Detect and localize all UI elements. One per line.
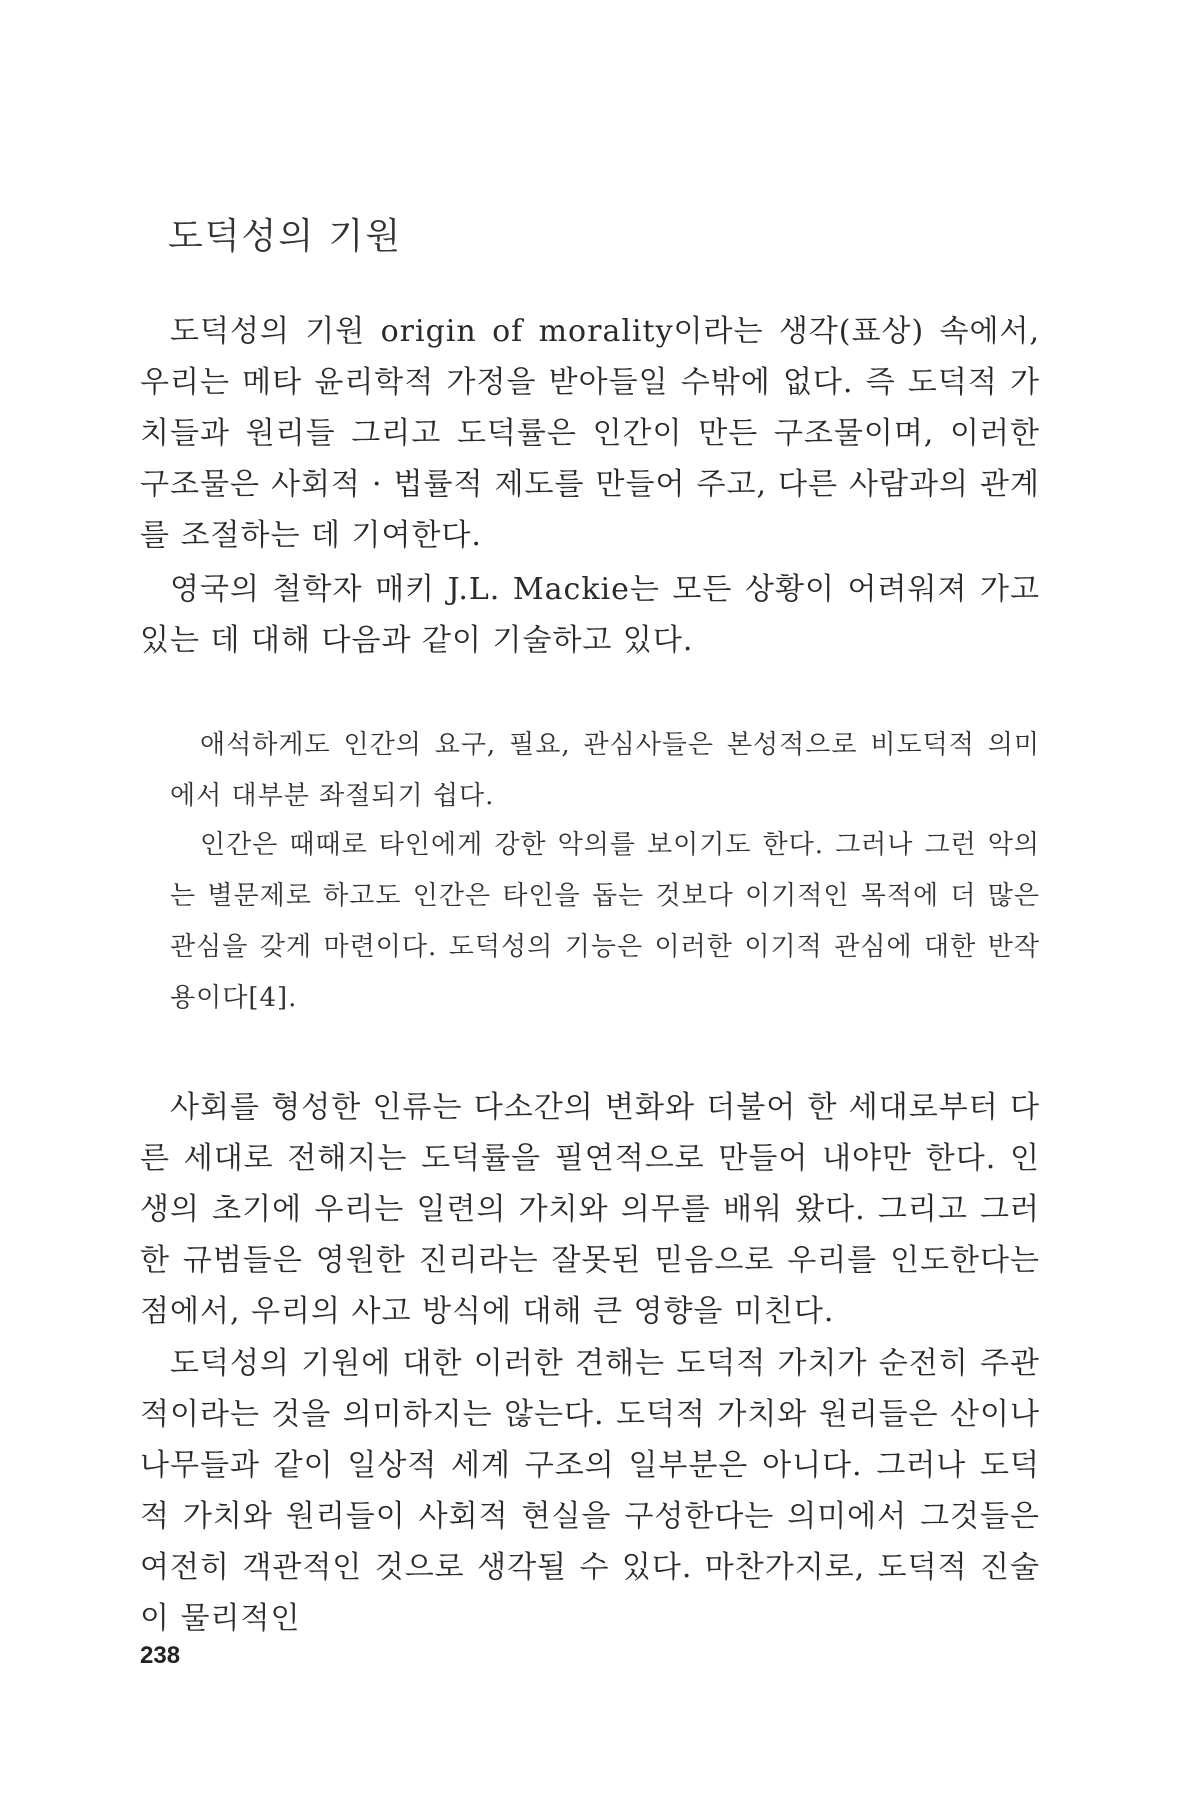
paragraph-text: 도덕성의 기원 origin of morality이라는 생각(표상) 속에서, 우리는 메타 윤리학적 가정을 받아들일 수밖에 없다. 즉 도덕적 가치들과 원리들 그리고 도덕률은 인간이 만든 구조물이며, 이러한 구조물은 사회적 · 법률적 제도를 만들어 주고, 다른 사람과의 관계를 조절하는 데 기여한다. [140, 314, 1040, 553]
paragraph-objectivity [140, 1338, 1040, 1644]
paragraph-text: 사회를 형성한 인류는 다소간의 변화와 더불어 한 세대로부터 다른 세대로 전해지는 도덕률을 필연적으로 만들어 내야만 한다. 인생의 초기에 우리는 일련의 가치와 의무를 배워 왔다. 그리고 그러한 규범들은 영원한 진리라는 잘못된 믿음으로 우리를 인도한다는 점에서, 우리의 사고 방식에 대해 큰 영향을 미친다. [140, 1090, 1040, 1329]
paragraph-text: 영국의 철학자 매키 J.L. Mackie는 모든 상황이 어려워져 가고 있는 데 대해 다음과 같이 기술하고 있다. [140, 572, 1040, 658]
page-number: 238 [140, 1642, 181, 1669]
quote-text: 애석하게도 인간의 요구, 필요, 관심사들은 본성적으로 비도덕적 의미에서 대부분 좌절되기 쉽다. [170, 730, 1040, 811]
paragraph-origin [140, 306, 1040, 561]
section-title: 도덕성의 기원 [168, 216, 403, 257]
paragraph-text: 도덕성의 기원에 대한 이러한 견해는 도덕적 가치가 순전히 주관적이라는 것을 의미하지는 않는다. 도덕적 가치와 원리들은 산이나 나무들과 같이 일상적 세계 구조의 일부분은 아니다. 그러나 도덕적 가치와 원리들이 사회적 현실을 구성한다는 의미에서 그것들은 여전히 객관적인 것으로 생각될 수 있다. 마찬가지로, 도덕적 진술이 물리적인 [140, 1346, 1040, 1636]
block-quote-2 [170, 820, 1040, 1024]
block-quote-1 [170, 720, 1040, 822]
quote-text: 인간은 때때로 타인에게 강한 악의를 보이기도 한다. 그러나 그런 악의는 별문제로 하고도 인간은 타인을 돕는 것보다 이기적인 목적에 더 많은 관심을 갖게 마련이다. 도덕성의 기능은 이러한 이기적 관심에 대한 반작용이다[4]. [170, 830, 1040, 1013]
paragraph-society [140, 1082, 1040, 1337]
paragraph-mackie-intro [140, 564, 1040, 666]
